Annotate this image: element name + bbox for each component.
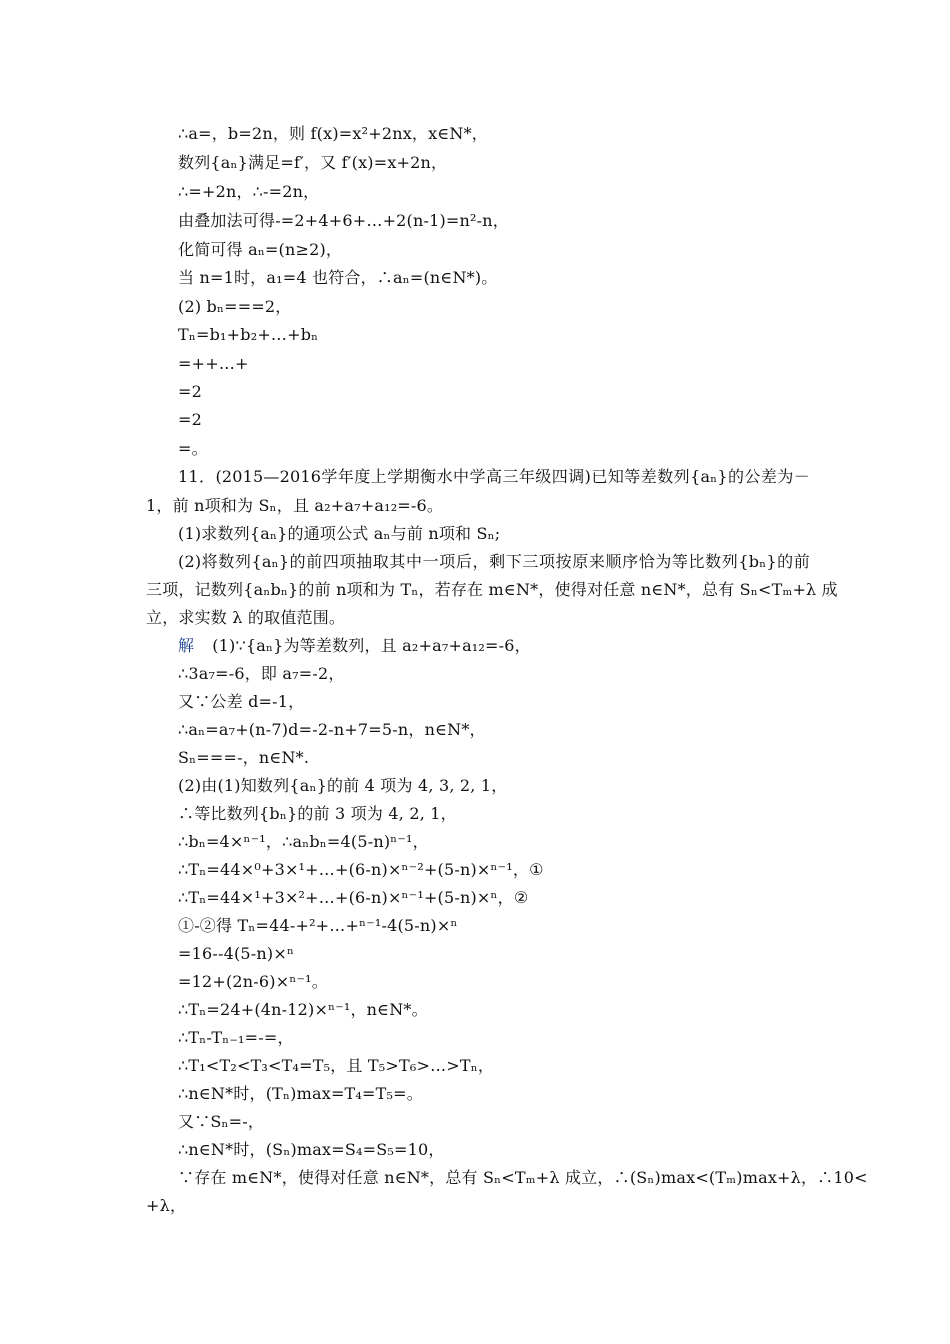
text-line: ∴n∈N*时，(Sₙ)max=S₄=S₅=10， <box>178 1140 445 1159</box>
text-line: =16--4(5-n)×ⁿ <box>178 944 295 963</box>
problem-statement-line: 11．(2015—2016学年度上学期衡水中学高三年级四调)已知等差数列{aₙ}的公差为－ <box>178 467 810 486</box>
text-line: ∴3a₇=-6，即 a₇=-2， <box>178 664 345 683</box>
text-line: =++…+ <box>178 354 249 373</box>
text-line: 当 n=1时，a₁=4 也符合，∴aₙ=(n∈N*)。 <box>178 268 498 287</box>
text-line: (2) bₙ===2， <box>178 297 292 316</box>
text-line: ∴Tₙ=44×⁰+3×¹+…+(6-n)×ⁿ⁻²+(5-n)×ⁿ⁻¹，① <box>178 860 544 879</box>
problem-part-2-line: 三项，记数列{aₙbₙ}的前 n项和为 Tₙ，若存在 m∈N*，使得对任意 n∈N*，总有 Sₙ<Tₘ+λ 成 <box>146 580 838 599</box>
text-line: ∴a=，b=2n，则 f(x)=x²+2nx，x∈N*， <box>178 124 488 143</box>
text-line: Sₙ===-，n∈N*. <box>178 748 310 767</box>
text-line: ∴=+2n，∴-=2n， <box>178 182 320 201</box>
text-line: =。 <box>178 439 208 458</box>
text-line: ∴Tₙ=44×¹+3×²+…+(6-n)×ⁿ⁻¹+(5-n)×ⁿ，② <box>178 888 529 907</box>
solution-text: (1)∵{aₙ}为等差数列，且 a₂+a₇+a₁₂=-6， <box>212 636 531 655</box>
text-line: ∵存在 m∈N*，使得对任意 n∈N*，总有 Sₙ<Tₘ+λ 成立，∴(Sₙ)max<(Tₘ)max+λ，∴10< <box>178 1168 868 1187</box>
solution-label: 解 <box>178 636 195 655</box>
text-line: =2 <box>178 410 202 429</box>
problem-part-2-line: (2)将数列{aₙ}的前四项抽取其中一项后，剩下三项按原来顺序恰为等比数列{bₙ}的前 <box>178 552 810 571</box>
text-line: 数列{aₙ}满足=f′，又 f′(x)=x+2n， <box>178 153 448 172</box>
text-line: ∴T₁<T₂<T₃<T₄=T₅，且 T₅>T₆>…>Tₙ， <box>178 1056 495 1075</box>
text-line: =2 <box>178 382 202 401</box>
text-line: 又∵公差 d=-1， <box>178 692 305 711</box>
problem-part-1: (1)求数列{aₙ}的通项公式 aₙ与前 n项和 Sₙ; <box>178 524 501 543</box>
problem-statement-line: 1，前 n项和为 Sₙ，且 a₂+a₇+a₁₂=-6。 <box>146 496 444 515</box>
text-line: +λ， <box>146 1196 187 1215</box>
text-line: ∴Tₙ=24+(4n-12)×ⁿ⁻¹，n∈N*。 <box>178 1000 428 1019</box>
text-line: ∴aₙ=a₇+(n-7)d=-2-n+7=5-n，n∈N*， <box>178 720 486 739</box>
text-line: ①-②得 Tₙ=44-+²+…+ⁿ⁻¹-4(5-n)×ⁿ <box>178 916 458 935</box>
text-line: =12+(2n-6)×ⁿ⁻¹。 <box>178 972 328 991</box>
text-line: 又∵Sₙ=-， <box>178 1112 265 1131</box>
problem-part-2-line: 立，求实数 λ 的取值范围。 <box>146 608 346 627</box>
text-line: 由叠加法可得-=2+4+6+…+2(n-1)=n²-n， <box>178 211 509 230</box>
text-line: ∴Tₙ-Tₙ₋₁=-=， <box>178 1028 294 1047</box>
text-line: (2)由(1)知数列{aₙ}的前 4 项为 4, 3, 2, 1， <box>178 776 508 795</box>
text-line: ∴bₙ=4×ⁿ⁻¹，∴aₙbₙ=4(5-n)ⁿ⁻¹， <box>178 832 429 851</box>
text-line: ∴n∈N*时，(Tₙ)max=T₄=T₅=。 <box>178 1084 423 1103</box>
text-line: 化简可得 aₙ=(n≥2)， <box>178 240 343 259</box>
text-line: Tₙ=b₁+b₂+…+bₙ <box>178 325 319 344</box>
text-line: ∴等比数列{bₙ}的前 3 项为 4, 2, 1， <box>178 804 457 823</box>
solution-first-line <box>178 636 531 656</box>
